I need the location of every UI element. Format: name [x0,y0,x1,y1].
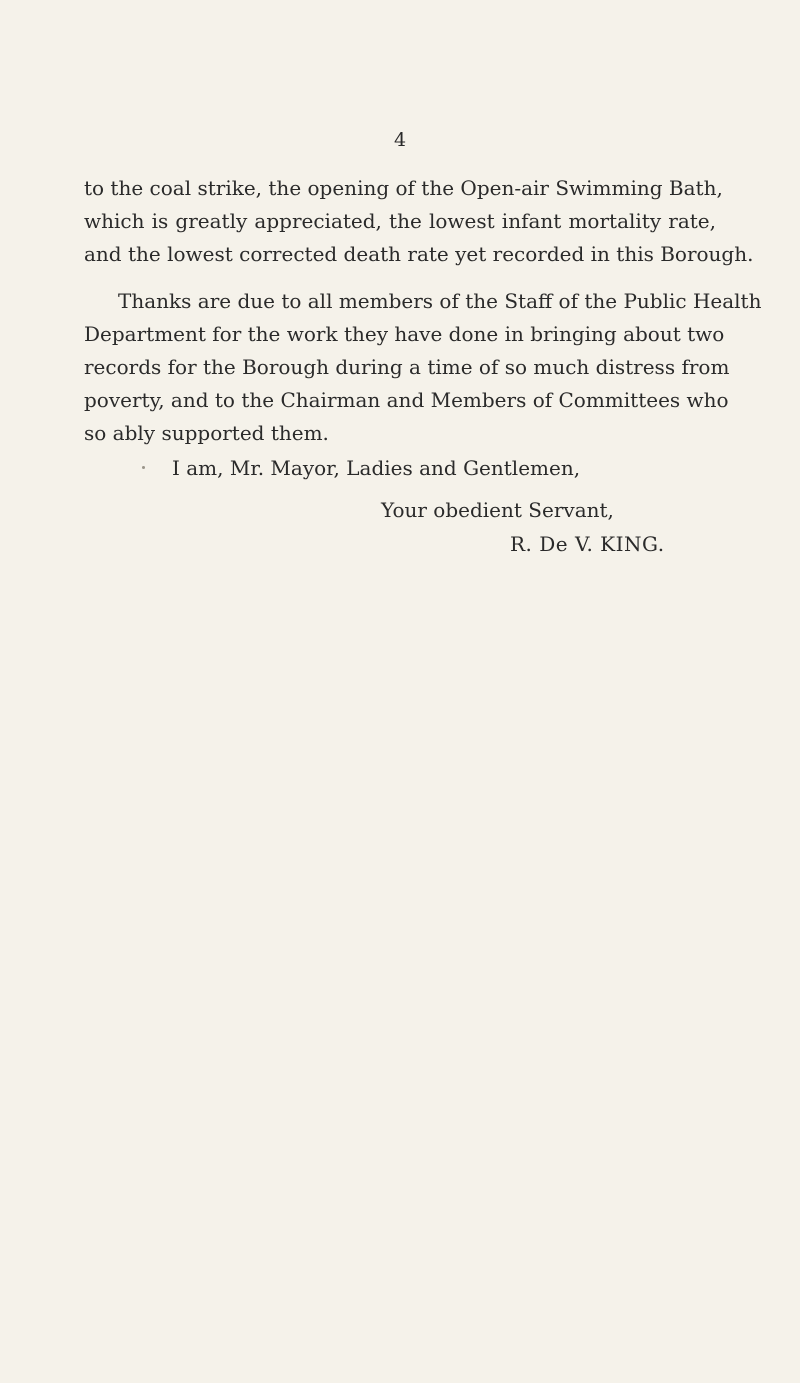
page-number: 4 [393,129,407,151]
closing-valediction: Your obedient Servant, [381,498,614,522]
signature: R. De V. KING. [510,532,665,556]
paragraph-line: Thanks are due to all members of the Staff of the Public Health [118,289,762,313]
paragraph-line: and the lowest corrected death rate yet recorded in this Borough. [84,242,754,266]
paper-speck [142,466,145,469]
paragraph-line: Department for the work they have done in bringing about two [84,322,725,346]
paragraph-2 [84,285,762,450]
closing-salutation: I am, Mr. Mayor, Ladies and Gentlemen, [172,456,581,480]
paragraph-line: so ably supported them. [84,421,329,445]
paragraph-line: records for the Borough during a time of so much distress from [84,355,730,379]
paragraph-1 [84,172,754,271]
paragraph-line: to the coal strike, the opening of the Open-air Swimming Bath, [84,176,723,200]
paragraph-line: which is greatly appreciated, the lowest infant mortality rate, [84,209,716,233]
paragraph-line: poverty, and to the Chairman and Members of Committees who [84,388,729,412]
